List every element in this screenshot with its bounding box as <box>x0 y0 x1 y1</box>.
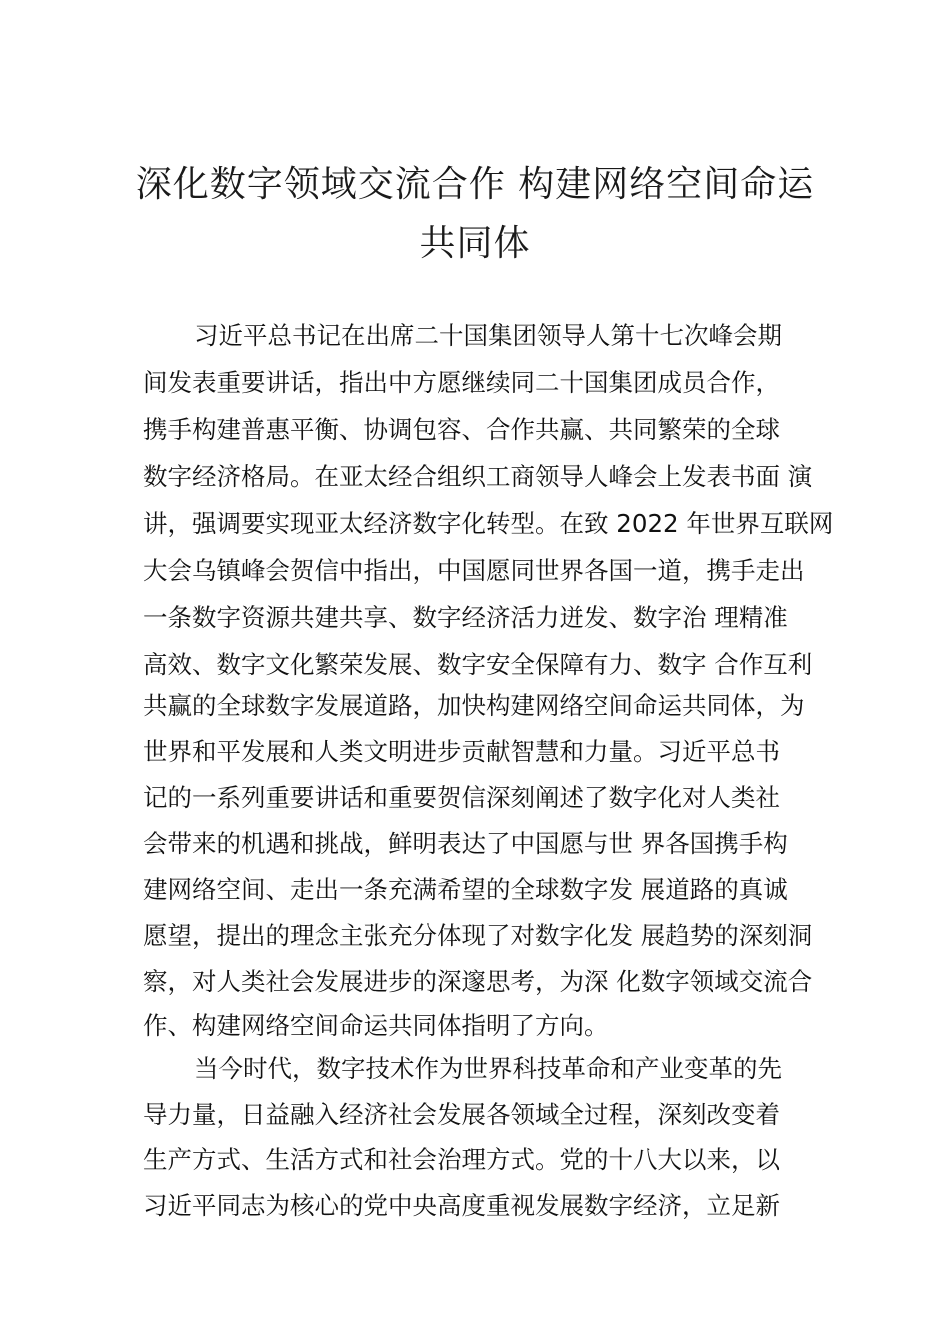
paragraph-1-line: 建网络空间、走出一条充满希望的全球数字发 展道路的真诚 <box>143 875 788 904</box>
paragraph-1-line: 察，对人类社会发展进步的深邃思考，为深 化数字领域交流合 <box>143 967 813 996</box>
document-title-line-2: 共同体 <box>419 223 531 264</box>
paragraph-1-line: 一条数字资源共建共享、数字经济活力迸发、数字治 理精准 <box>143 603 788 632</box>
paragraph-2-line: 习近平同志为核心的党中央高度重视发展数字经济，立足新 <box>143 1191 780 1220</box>
paragraph-1-line: 共赢的全球数字发展道路，加快构建网络空间命运共同体，为 <box>143 691 805 720</box>
paragraph-2-line: 当今时代，数字技术作为世界科技革命和产业变革的先 <box>194 1054 782 1083</box>
paragraph-1-line: 愿望，提出的理念主张充分体现了对数字化发 展趋势的深刻洞 <box>143 921 813 950</box>
paragraph-1-line: 习近平总书记在出席二十国集团领导人第十七次峰会期 <box>194 321 782 350</box>
paragraph-1-line: 会带来的机遇和挑战，鲜明表达了中国愿与世 界各国携手构 <box>143 829 788 858</box>
paragraph-1-line: 记的一系列重要讲话和重要贺信深刻阐述了数字化对人类社 <box>143 783 780 812</box>
paragraph-2-line: 导力量，日益融入经济社会发展各领域全过程，深刻改变着 <box>143 1100 780 1129</box>
paragraph-1-line: 大会乌镇峰会贺信中指出，中国愿同世界各国一道，携手走出 <box>143 556 805 585</box>
document-title-line-1: 深化数字领域交流合作 构建网络空间命运 <box>135 164 815 205</box>
paragraph-1-line: 数字经济格局。在亚太经合组织工商领导人峰会上发表书面 演 <box>143 462 813 491</box>
paragraph-1-line: 携手构建普惠平衡、协调包容、合作共赢、共同繁荣的全球 <box>143 415 780 444</box>
paragraph-1-line: 讲，强调要实现亚太经济数字化转型。在致 2022 年世界互联网 <box>143 509 834 538</box>
paragraph-1-line: 间发表重要讲话，指出中方愿继续同二十国集团成员合作， <box>143 368 780 397</box>
paragraph-1-line: 世界和平发展和人类文明进步贡献智慧和力量。习近平总书 <box>143 737 780 766</box>
paragraph-1-line: 作、构建网络空间命运共同体指明了方向。 <box>143 1011 609 1040</box>
paragraph-1-line: 高效、数字文化繁荣发展、数字安全保障有力、数字 合作互利 <box>143 650 813 679</box>
paragraph-2-line: 生产方式、生活方式和社会治理方式。党的十八大以来，以 <box>143 1145 780 1174</box>
